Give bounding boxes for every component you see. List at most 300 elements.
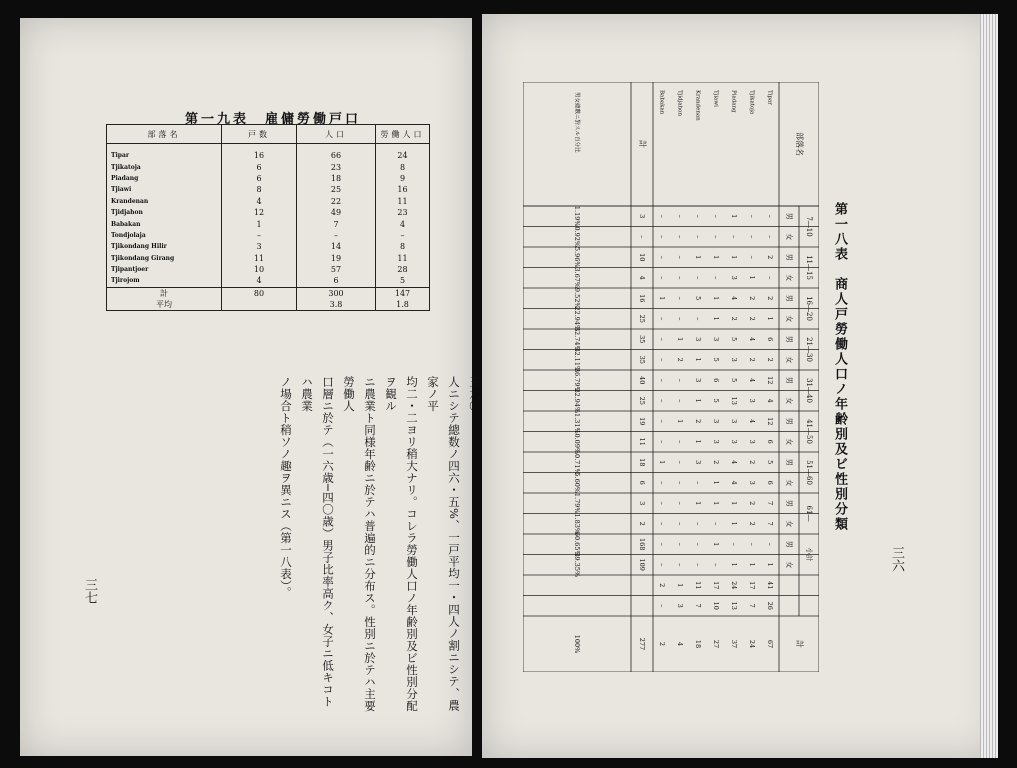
data-cell: 5: [730, 337, 738, 342]
village-name: Tondjolaja: [107, 230, 222, 241]
village-name: Krandenan: [694, 90, 701, 121]
data-cell: 1: [712, 316, 720, 321]
data-cell: –: [676, 255, 684, 259]
total-population: 300: [297, 287, 376, 299]
sex-label-male: 男: [785, 376, 793, 384]
data-cell: –: [730, 542, 738, 546]
data-cell: 5: [712, 398, 720, 403]
table19-header-row: [107, 125, 430, 144]
data-cell: 6: [766, 480, 774, 485]
pct-cell: 10.71%: [573, 449, 581, 475]
data-cell: 1: [748, 275, 756, 280]
data-cell: 5: [766, 460, 774, 465]
households-cell: 3: [222, 241, 297, 252]
total-cell: 25: [638, 314, 646, 323]
data-cell: 4: [730, 480, 738, 485]
data-cell: –: [658, 235, 666, 239]
data-cell: 2: [766, 255, 774, 260]
data-cell: 1: [712, 255, 720, 260]
data-cell: 1: [694, 357, 702, 362]
data-cell: 17: [712, 581, 720, 590]
population-cell: 25: [297, 184, 376, 195]
data-cell: 2: [748, 460, 756, 465]
data-cell: –: [712, 235, 720, 239]
households-cell: 11: [222, 253, 297, 264]
total-households: 80: [222, 287, 297, 299]
pct-cell: 1.19%: [573, 205, 581, 227]
labor-cell: 11: [376, 253, 430, 264]
body-text-line: 人ニシテ總数ノ四六・五%、一戸平均一・四人ノ割ニシテ、農家ノ平: [426, 376, 461, 712]
data-cell: –: [658, 542, 666, 546]
households-cell: 4: [222, 275, 297, 287]
data-cell: 3: [694, 337, 702, 342]
data-cell: 12: [766, 417, 774, 426]
data-cell: 3: [730, 275, 738, 280]
village-name: Piadang: [730, 90, 737, 113]
data-cell: 27: [712, 639, 720, 649]
table18-grid: [523, 82, 819, 672]
age-group-header: 21―30: [805, 337, 813, 362]
village-name: Tjirojom: [107, 275, 222, 287]
table19: [106, 124, 430, 311]
sex-label-female: 女: [785, 561, 793, 569]
data-cell: 1: [730, 562, 738, 567]
data-cell: 1: [694, 501, 702, 506]
data-cell: –: [676, 563, 684, 567]
pct-cell: 22.94%: [573, 306, 581, 332]
body-text-line: ニ農業ト同様年齢ニ於テハ普遍的ニ分布ス。性別ニ於テハ主要勞働人: [342, 376, 377, 712]
data-cell: 17: [748, 581, 756, 590]
data-cell: –: [658, 440, 666, 444]
data-cell: 67: [766, 639, 774, 649]
data-cell: 3: [748, 398, 756, 403]
data-cell: 3: [712, 419, 720, 424]
labor-cell: 8: [376, 241, 430, 252]
data-cell: 1: [694, 255, 702, 260]
data-cell: –: [712, 563, 720, 567]
data-cell: 3: [748, 480, 756, 485]
data-cell: 1: [712, 480, 720, 485]
right-page: [482, 14, 998, 758]
population-cell: 14: [297, 241, 376, 252]
data-cell: 26: [766, 601, 774, 610]
total-cell: 35: [638, 335, 646, 344]
pct-cell: 9.52%: [573, 287, 581, 309]
average-households: [222, 299, 297, 311]
body-text-line: 均二・二ヨリ稍大ナリ。コレラ勞働人口ノ年齢別及ビ性別分配ヲ観ル: [384, 376, 419, 712]
table-row: [107, 218, 430, 229]
population-cell: 49: [297, 207, 376, 218]
table18-col-header: 部落名: [795, 132, 804, 156]
total-cell: 168: [638, 538, 646, 551]
data-cell: 18: [694, 639, 702, 649]
data-cell: –: [658, 214, 666, 218]
pct-cell: 10.09%: [573, 429, 581, 455]
population-cell: 18: [297, 173, 376, 184]
total-cell: 10: [638, 253, 646, 262]
data-cell: 2: [766, 296, 774, 301]
age-group-header: 7―10: [805, 216, 813, 237]
data-cell: 2: [748, 296, 756, 301]
population-cell: –: [297, 230, 376, 241]
total-cell: 18: [638, 458, 646, 467]
table19-title: 第一九表 雇傭勞働戸口: [185, 112, 362, 127]
data-cell: –: [676, 235, 684, 239]
village-name: Tjikondang Hilir: [107, 241, 222, 252]
total-row: [107, 287, 430, 299]
total-cell: 6: [638, 480, 646, 485]
data-cell: –: [676, 276, 684, 280]
data-cell: –: [658, 337, 666, 341]
table-row: [107, 184, 430, 195]
households-cell: 1: [222, 218, 297, 229]
average-row: [107, 299, 430, 311]
table18: [523, 82, 819, 672]
data-cell: 3: [676, 603, 684, 608]
data-cell: 1: [712, 542, 720, 547]
total-cell: 2: [638, 521, 646, 526]
labor-cell: 24: [376, 150, 430, 161]
sex-label-male: 男: [785, 417, 793, 425]
data-cell: –: [730, 235, 738, 239]
pct-cell: 32.11%: [573, 347, 581, 373]
data-cell: 3: [730, 357, 738, 362]
data-cell: 1: [730, 501, 738, 506]
data-cell: 2: [748, 316, 756, 321]
data-cell: –: [658, 255, 666, 259]
pct-cell: 11.31%: [573, 408, 581, 434]
households-cell: 6: [222, 173, 297, 184]
total-cell: 277: [638, 637, 646, 651]
data-cell: –: [676, 542, 684, 546]
data-cell: 2: [694, 419, 702, 424]
total-labor: 147: [376, 287, 430, 299]
table-row: [107, 241, 430, 252]
village-name: Babakan: [658, 90, 665, 115]
age-group-header: 小計: [805, 547, 813, 562]
table-row: [107, 253, 430, 264]
totals-label: 計: [638, 140, 647, 148]
data-cell: –: [712, 276, 720, 280]
data-cell: –: [694, 276, 702, 280]
sex-label-male: 男: [785, 253, 793, 261]
data-cell: 13: [730, 601, 738, 610]
data-cell: –: [766, 542, 774, 546]
data-cell: 2: [658, 641, 666, 647]
data-cell: 1: [676, 419, 684, 424]
total-cell: 4: [638, 275, 646, 280]
population-cell: 23: [297, 161, 376, 172]
data-cell: 2: [748, 521, 756, 526]
data-cell: –: [676, 399, 684, 403]
households-cell: 8: [222, 184, 297, 195]
data-cell: 4: [676, 641, 684, 647]
table-row: [107, 196, 430, 207]
data-cell: 5: [730, 378, 738, 383]
average-population: 3.8: [297, 299, 376, 311]
pct-label: 男女總數ニ對スル百分比: [573, 92, 580, 153]
sex-label-female: 女: [785, 479, 793, 487]
table-row: [107, 275, 430, 287]
sex-label-female: 女: [785, 315, 793, 323]
data-cell: 1: [712, 296, 720, 301]
total-cell: 35: [638, 355, 646, 364]
data-cell: 37: [730, 639, 738, 649]
data-cell: 1: [748, 562, 756, 567]
population-cell: 7: [297, 218, 376, 229]
households-cell: –: [222, 230, 297, 241]
total-label: 計: [107, 287, 222, 299]
data-cell: 3: [694, 460, 702, 465]
data-cell: –: [748, 235, 756, 239]
table-row: [107, 173, 430, 184]
total-cell: 25: [638, 396, 646, 405]
data-cell: 3: [712, 337, 720, 342]
age-group-header: 11―15: [805, 255, 813, 280]
pct-cell: 100%: [573, 634, 581, 654]
average-labor: 1.8: [376, 299, 430, 311]
data-cell: 2: [748, 357, 756, 362]
data-cell: 4: [748, 378, 756, 383]
body-text-line: ノ場合ト稍ソノ趣ヲ異ニス（第一八表）。: [279, 376, 293, 599]
total-cell: 3: [638, 501, 646, 506]
data-cell: 41: [766, 581, 774, 590]
data-cell: 1: [658, 296, 666, 301]
data-cell: 1: [766, 562, 774, 567]
households-cell: 16: [222, 150, 297, 161]
body-text-line: 口層ニ於テ（一六歳─四〇歳）男子比率高ク、女子ニ低キコトハ農業: [300, 376, 335, 708]
pct-cell: 60.65%: [573, 531, 581, 557]
header-households: 戸数: [222, 125, 297, 144]
data-cell: –: [658, 317, 666, 321]
data-cell: –: [766, 276, 774, 280]
data-cell: –: [712, 214, 720, 218]
age-group-header: 51―60: [805, 460, 813, 485]
sex-label-male: 男: [785, 335, 793, 343]
sex-label-female: 女: [785, 520, 793, 528]
header-village: 部落名: [107, 125, 222, 144]
data-cell: 1: [730, 255, 738, 260]
village-name: Krandenan: [107, 196, 222, 207]
data-cell: 1: [658, 460, 666, 465]
data-cell: –: [766, 214, 774, 218]
village-name: Piadang: [107, 173, 222, 184]
data-cell: 5: [712, 357, 720, 362]
data-cell: –: [694, 317, 702, 321]
data-cell: 1: [730, 214, 738, 219]
data-cell: 7: [766, 521, 774, 526]
data-cell: –: [658, 481, 666, 485]
labor-cell: 28: [376, 264, 430, 275]
data-cell: –: [676, 522, 684, 526]
data-cell: –: [676, 481, 684, 485]
data-cell: –: [676, 317, 684, 321]
pct-cell: 5.60%: [573, 472, 581, 494]
sex-label-female: 女: [785, 356, 793, 364]
data-cell: 24: [748, 639, 756, 649]
data-cell: –: [748, 214, 756, 218]
data-cell: 2: [676, 357, 684, 362]
data-cell: –: [694, 214, 702, 218]
left-page: [20, 18, 482, 756]
village-name: Tjikatoja: [748, 90, 755, 115]
data-cell: 6: [766, 439, 774, 444]
data-cell: 4: [748, 337, 756, 342]
data-cell: 12: [766, 376, 774, 385]
labor-cell: 16: [376, 184, 430, 195]
data-cell: –: [766, 235, 774, 239]
data-cell: 2: [658, 583, 666, 588]
pct-cell: 3.67%: [573, 267, 581, 289]
table18-title: 第一八表 商人戸勞働人口ノ年齢別及ビ性別分類: [832, 202, 847, 532]
table-row: [107, 230, 430, 241]
village-name: Tipar: [107, 150, 222, 161]
data-cell: 2: [766, 357, 774, 362]
sex-label-female: 女: [785, 274, 793, 282]
total-cell: 19: [638, 417, 646, 426]
pct-cell: 39.35%: [573, 552, 581, 578]
sex-label-male: 男: [785, 540, 793, 548]
labor-cell: 4: [376, 218, 430, 229]
households-cell: 12: [222, 207, 297, 218]
table-row: [107, 207, 430, 218]
data-cell: –: [694, 563, 702, 567]
data-cell: –: [658, 419, 666, 423]
data-cell: –: [694, 542, 702, 546]
data-cell: –: [694, 481, 702, 485]
data-cell: –: [676, 440, 684, 444]
data-cell: –: [658, 378, 666, 382]
data-cell: –: [658, 563, 666, 567]
pct-cell: 1.79%: [573, 492, 581, 514]
village-name: Tjipantjoer: [107, 264, 222, 275]
data-cell: 4: [766, 398, 774, 403]
table-row: [107, 150, 430, 161]
data-cell: 1: [730, 521, 738, 526]
village-name: Tjidjahon: [676, 90, 683, 117]
data-cell: 3: [730, 439, 738, 444]
data-cell: –: [658, 501, 666, 505]
households-cell: 4: [222, 196, 297, 207]
data-cell: –: [748, 255, 756, 259]
total-cell: 40: [638, 376, 646, 385]
total-cell: 11: [638, 437, 646, 446]
population-cell: 6: [297, 275, 376, 287]
sex-label-female: 女: [785, 438, 793, 446]
data-cell: 13: [730, 396, 738, 405]
data-cell: 1: [676, 583, 684, 588]
data-cell: –: [658, 604, 666, 608]
labor-cell: 11: [376, 196, 430, 207]
data-cell: 5: [694, 296, 702, 301]
page-number-right: 三六: [889, 546, 904, 572]
data-cell: 3: [748, 439, 756, 444]
population-cell: 57: [297, 264, 376, 275]
data-cell: –: [658, 399, 666, 403]
total-cell: –: [638, 235, 646, 239]
sex-label-female: 女: [785, 233, 793, 241]
data-cell: 2: [730, 316, 738, 321]
pct-cell: 26.79%: [573, 367, 581, 393]
age-group-header: 41―50: [805, 419, 813, 444]
data-cell: –: [676, 214, 684, 218]
age-group-header: 31―40: [805, 378, 813, 403]
header-labor: 勞働人口: [376, 125, 430, 144]
data-cell: 1: [676, 337, 684, 342]
pct-cell: 32.74%: [573, 326, 581, 352]
data-cell: 2: [712, 460, 720, 465]
data-cell: –: [658, 276, 666, 280]
data-cell: 4: [730, 460, 738, 465]
data-cell: 4: [748, 419, 756, 424]
average-label: 平均: [107, 299, 222, 311]
data-cell: –: [676, 501, 684, 505]
data-cell: 7: [748, 603, 756, 608]
village-name: Tipar: [766, 90, 773, 105]
age-group-header: 61―: [805, 505, 813, 522]
data-cell: 1: [694, 398, 702, 403]
data-cell: 11: [694, 581, 702, 590]
data-cell: 7: [766, 501, 774, 506]
village-name: Tjiawi: [107, 184, 222, 195]
labor-cell: 5: [376, 275, 430, 287]
data-cell: 4: [730, 296, 738, 301]
data-cell: 1: [694, 439, 702, 444]
total-cell: 16: [638, 294, 646, 303]
data-cell: 2: [748, 501, 756, 506]
data-cell: –: [658, 522, 666, 526]
total-cell: 109: [638, 558, 646, 571]
labor-cell: –: [376, 230, 430, 241]
data-cell: 3: [712, 439, 720, 444]
data-cell: 3: [694, 378, 702, 383]
table19-body: [107, 144, 430, 311]
population-cell: 66: [297, 150, 376, 161]
sex-label-male: 男: [785, 458, 793, 466]
data-cell: 1: [712, 501, 720, 506]
labor-cell: 23: [376, 207, 430, 218]
labor-cell: 9: [376, 173, 430, 184]
population-cell: 22: [297, 196, 376, 207]
data-cell: –: [676, 460, 684, 464]
header-population: 人口: [297, 125, 376, 144]
data-cell: –: [712, 522, 720, 526]
village-name: Babakan: [107, 218, 222, 229]
data-cell: –: [694, 235, 702, 239]
sex-label-male: 男: [785, 212, 793, 220]
village-name: Tjiawi: [712, 90, 719, 107]
data-cell: –: [694, 522, 702, 526]
table-row: [107, 161, 430, 172]
data-cell: 7: [694, 603, 702, 608]
data-cell: –: [676, 296, 684, 300]
pct-cell: 0.92%: [573, 226, 581, 248]
page-edge: [980, 14, 998, 758]
village-name: Tjikatoja: [107, 161, 222, 172]
data-cell: 10: [712, 601, 720, 610]
table-row: [107, 264, 430, 275]
data-cell: 24: [730, 581, 738, 590]
sex-label-female: 女: [785, 397, 793, 405]
labor-cell: 8: [376, 161, 430, 172]
pct-cell: 5.96%: [573, 246, 581, 268]
pct-cell: 1.83%: [573, 513, 581, 535]
table18-total-header: 計: [795, 640, 804, 648]
data-cell: 1: [766, 316, 774, 321]
data-cell: –: [676, 378, 684, 382]
age-group-header: 16―20: [805, 296, 813, 321]
data-cell: –: [658, 358, 666, 362]
